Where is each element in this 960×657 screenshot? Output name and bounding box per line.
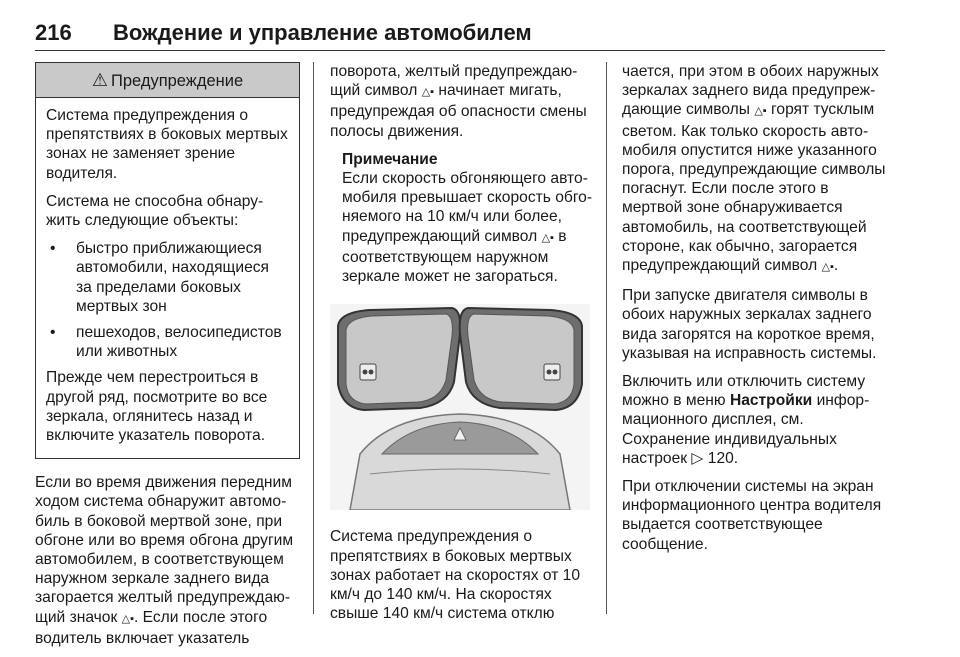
column-divider	[606, 62, 607, 614]
warning-paragraph: Прежде чем перестроиться в другой ряд, посмотрите во все зеркала, оглянитесь назад и включите указатель поворота.	[46, 369, 268, 445]
note-block	[342, 150, 600, 286]
page-header	[35, 20, 885, 51]
text-run: .	[833, 257, 839, 275]
column-1	[35, 62, 300, 657]
body-paragraph: При запуске двигателя символы в обоих наружных зеркалах заднего вида загорятся на короткое время, указывая на исправность системы.	[622, 287, 877, 362]
blind-spot-icon: △▪	[541, 231, 554, 244]
body-paragraph	[35, 473, 300, 648]
warning-box	[35, 62, 300, 459]
text-run: поворота, желтый предупреждающий символ	[330, 63, 578, 100]
warning-header	[36, 63, 299, 98]
text-run: информационного дисплея, см. Сохранение индивидуальных настроек	[622, 392, 870, 467]
blind-spot-icon	[544, 364, 560, 380]
text-run: .	[733, 449, 739, 467]
page-reference-icon: ▷	[691, 449, 704, 467]
column-divider	[313, 62, 314, 614]
mirrors-illustration	[330, 304, 590, 510]
page-reference[interactable]: 120	[707, 449, 734, 467]
list-item: • быстро приближающиеся автомобили, находящиеся за пределами боковых мертвых зон	[46, 239, 289, 316]
text-run: начинает мигать, предупреждая об опасности смены полосы движения.	[330, 82, 587, 140]
blind-spot-icon	[360, 364, 376, 380]
warning-paragraph: Система предупреждения о препятствиях в боковых мертвых зонах не заменяет зрение водителя.	[46, 107, 288, 182]
list-item: • пешеходов, велосипедистов или животных	[46, 323, 289, 361]
left-mirror	[338, 308, 460, 410]
warning-paragraph: Система не способна обнаружить следующие объекты:	[46, 192, 264, 230]
warning-body	[36, 98, 299, 458]
body-paragraph	[622, 372, 890, 468]
warning-title: Предупреждение	[110, 72, 244, 90]
body-paragraph: При отключении системы на экран информационного центра водителя выдается соответствующее сообщение.	[622, 478, 882, 553]
blind-spot-icon: △▪	[421, 86, 435, 99]
warning-triangle-icon: ⚠	[91, 70, 108, 90]
page-title: Вождение и управление автомобилем	[113, 20, 532, 45]
warning-list	[46, 239, 289, 361]
body-paragraph: Система предупреждения о препятствиях в боковых мертвых зонах работает на скоростях от 10 км/ч до 140 км/ч. На скоростях свыше 140 км/ч система отклю	[330, 528, 581, 623]
note-text	[342, 169, 600, 286]
body-paragraph	[622, 62, 890, 277]
text-run: Если скорость обгоняющего автомобиля превышает скорость обгоняемого на 10 км/ч или более, предупреждающий символ	[342, 170, 593, 245]
blind-spot-icon: △▪	[821, 261, 834, 274]
right-mirror	[460, 308, 582, 410]
page-number: 216	[35, 20, 72, 45]
body-paragraph	[330, 62, 600, 141]
text-run: . Если после этого водитель включает указатель	[35, 608, 268, 647]
blind-spot-icon: △▪	[754, 105, 767, 118]
menu-name: Настройки	[729, 392, 813, 410]
text-run: Включить или отключить систему можно в меню	[622, 373, 866, 410]
text-run: горят тусклым светом. Как только скорость автомобиля опустится ниже указанного порога, предупреждающие символы погаснут. Если после этого в мертвой зоне обнаруживается автомобиль, на соответствующей стороне, как обычно, загорается предупреждающий символ	[622, 101, 886, 275]
note-title: Примечание	[342, 150, 438, 168]
column-2	[330, 62, 600, 632]
text-run: чается, при этом в обоих наружных зеркалах заднего вида предупреждающие символы	[622, 63, 879, 119]
column-3	[622, 62, 890, 563]
text-run: Если во время движения передним ходом система обнаружит автомобиль в боковой мертвой зоне, при обгоне или во время обгона другим автомобилем, в соответствующем наружном зеркале заднего вида загорается желтый предупреждающий значок	[35, 474, 294, 626]
blind-spot-icon: △▪	[121, 612, 134, 625]
text-run: в соответствующем наружном зеркале может не загораться.	[342, 227, 567, 286]
